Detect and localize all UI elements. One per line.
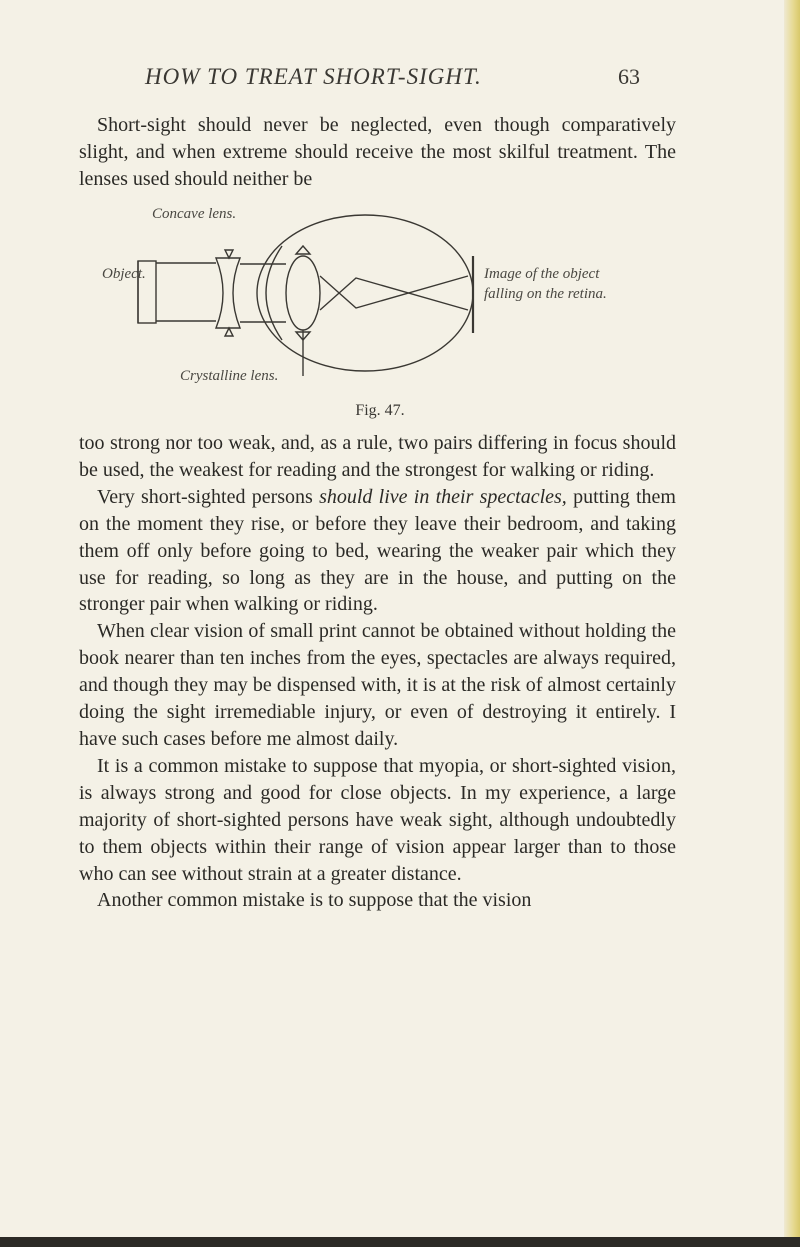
label-crystalline-lens: Crystalline lens. xyxy=(180,368,279,384)
running-title: HOW TO TREAT SHORT-SIGHT. xyxy=(145,64,482,89)
paragraph-top: Short-sight should never be neglected, even though comparatively slight, and when extreme should receive the most skilful treatment. The lenses used should neither be xyxy=(79,114,676,190)
bottom-arrow xyxy=(225,328,233,336)
paragraph-5: Another common mistake is to suppose that the vision xyxy=(97,889,532,912)
page-number: 63 xyxy=(618,64,640,89)
paragraph-4: It is a common mistake to suppose that myopia, or short-sighted vision, is always strong and good for close objects. In my experience, a large majority of short-sighted persons have weak sight, although undoubtedly to them objects within their range of vision appear larger than to those who can see without strain at a greater distance. xyxy=(79,754,676,885)
lens-top-arrow xyxy=(296,246,310,254)
label-object: Object. xyxy=(102,266,146,282)
page-edge xyxy=(784,0,800,1247)
concave-lens xyxy=(216,258,240,328)
paragraph-1: too strong nor too weak, and, as a rule, two pairs differing in focus should be used, the weakest for reading and the strongest for walking or riding. xyxy=(79,432,676,481)
paragraph-3: When clear vision of small print cannot be obtained without holding the book nearer than ten inches from the eyes, spectacles are always required, and though they may be dispensed with, it is at the risk of almost certainly doing the sight irremediable injury, or even of destroying it entirely. I have such cases before me almost daily. xyxy=(79,620,676,750)
label-image-line1: Image of the object xyxy=(484,266,600,282)
body-text xyxy=(79,430,676,914)
page-header xyxy=(0,64,800,94)
figure-caption: Fig. 47. xyxy=(355,402,405,419)
paragraph-2-emphasis: should live in their spectacles, xyxy=(319,485,567,508)
label-concave-lens: Concave lens. xyxy=(152,206,237,222)
paragraph-2-rest: putting them on the moment they rise, or before they leave their bedroom, and taking them off only before going to bed, wearing the weaker pair which they use for reading, so long as they are in the house, and putting on the stronger pair when walking or riding. xyxy=(79,485,676,616)
top-arrow xyxy=(225,250,233,258)
eyeball xyxy=(257,215,473,371)
figure-47 xyxy=(100,198,660,388)
paragraph-2 xyxy=(79,484,676,619)
label-image-line2: falling on the retina. xyxy=(484,286,607,302)
paragraph-2-start: Very short-sighted persons xyxy=(97,485,320,508)
cornea xyxy=(266,246,282,340)
crystalline-lens xyxy=(286,256,320,330)
page-bottom-edge xyxy=(0,1237,800,1247)
